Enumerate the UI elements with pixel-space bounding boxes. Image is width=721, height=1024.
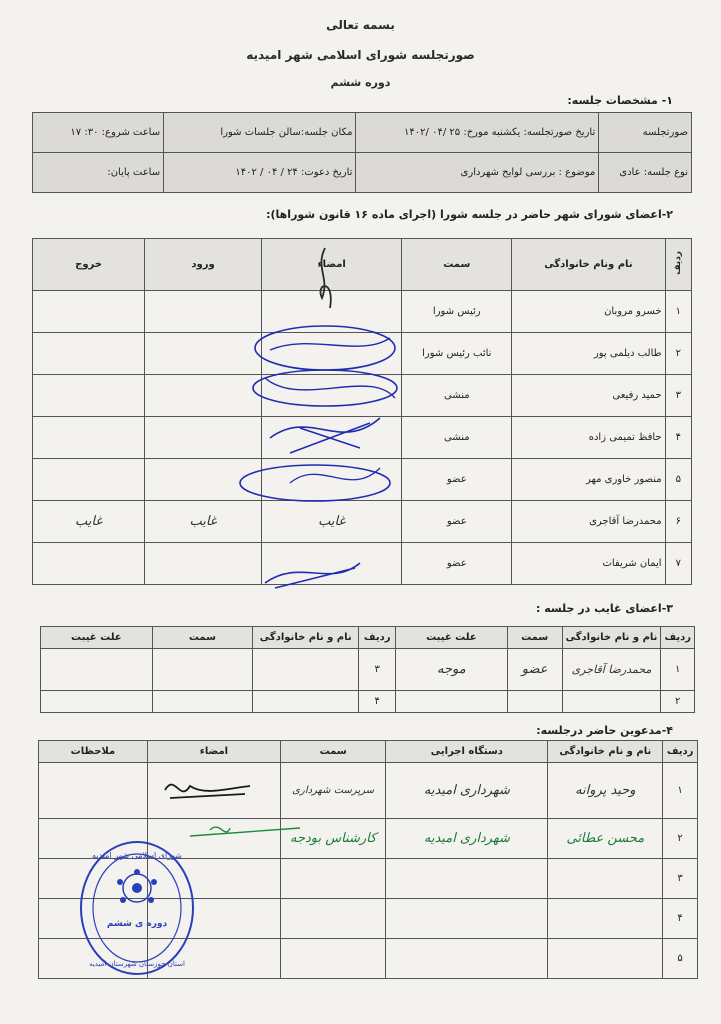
member-role: عضو	[402, 543, 512, 585]
absent-name: محمدرضا آقاجری	[562, 649, 661, 691]
section2-title: ۲-اعضای شورای شهر حاضر در جلسه شورا (اجرای ماده ۱۶ قانون شوراها):	[266, 208, 673, 221]
meeting-topic: موضوع : بررسی لوایح شهرداری	[356, 153, 599, 193]
invitees-table: ردیف نام و نام خانوادگی دستگاه اجرایی سمت امضاء ملاحظات ۱ وحید پروانه شهرداری امیدیه سرپرست شهرداری ۲ محسن عطائی شهرداری امیدیه کارشناس بودجه ۳ ۴ ۵	[38, 740, 698, 979]
invitee-name: محسن عطائی	[548, 819, 663, 859]
header-term: دوره ششم	[330, 76, 391, 89]
member-name: خسرو مروبان	[512, 291, 665, 333]
table-row: ۱ وحید پروانه شهرداری امیدیه سرپرست شهرداری	[39, 763, 698, 819]
table-row: ۲ طالب دیلمی پور نائب رئیس شورا	[33, 333, 692, 375]
invitee-name: وحید پروانه	[548, 763, 663, 819]
member-role: عضو	[402, 501, 512, 543]
table-row: ۶ محمدرضا آقاجری عضو غایب غایب غایب	[33, 501, 692, 543]
minutes-date: تاریخ صورتجلسه: یکشنبه مورخ: ۲۵ /۰۴ /۱۴۰۲	[356, 113, 599, 153]
meeting-info-table	[32, 112, 692, 193]
col-signature: امضاء	[261, 239, 401, 291]
member-role: منشی	[402, 375, 512, 417]
meeting-place: مکان جلسه:سالن جلسات شورا	[164, 113, 356, 153]
invitee-org: شهرداری امیدیه	[386, 763, 548, 819]
table-row: ۵	[39, 939, 698, 979]
table-row: ۲ محسن عطائی شهرداری امیدیه کارشناس بودجه	[39, 819, 698, 859]
header-bismillah: بسمه تعالی	[326, 18, 395, 32]
invitee-role: کارشناس بودجه	[281, 819, 386, 859]
invitee-role: سرپرست شهرداری	[281, 763, 386, 819]
table-row: ۴ حافظ تمیمی زاده منشی	[33, 417, 692, 459]
invite-date: تاریخ دعوت: ۲۴ / ۰۴ / ۱۴۰۲	[164, 153, 356, 193]
absent-mark: غایب	[33, 501, 145, 543]
member-name: ایمان شریفات	[512, 543, 665, 585]
header-title: صورتجلسه شورای اسلامی شهر امیدیه	[246, 48, 475, 62]
member-role: عضو	[402, 459, 512, 501]
absent-mark: غایب	[261, 501, 401, 543]
invitee-org: شهرداری امیدیه	[386, 819, 548, 859]
stamp-mid-text: دوره ی ششم	[106, 919, 168, 929]
table-row: ۱ خسرو مروبان رئیس شورا	[33, 291, 692, 333]
table-row: ۱ محمدرضا آقاجری عضو موجه ۳	[41, 649, 695, 691]
member-role: رئیس شورا	[402, 291, 512, 333]
section4-title: ۴-مدعوین حاضر درجلسه:	[536, 724, 673, 737]
member-name: حمید رفیعی	[512, 375, 665, 417]
member-name: طالب دیلمی پور	[512, 333, 665, 375]
stamp-bottom-text: استان خوزستان شهرستان امیدیه	[89, 960, 185, 968]
member-name: حافظ تمیمی زاده	[512, 417, 665, 459]
members-table	[32, 238, 692, 585]
col-exit: خروج	[33, 239, 145, 291]
meeting-type: نوع جلسه: عادی	[599, 153, 692, 193]
absent-role: عضو	[507, 649, 562, 691]
table-row: ۴	[39, 899, 698, 939]
col-name: نام ونام خانوادگی	[512, 239, 665, 291]
table-row: ۲ ۴	[41, 691, 695, 713]
member-role: نائب رئیس شورا	[402, 333, 512, 375]
section3-title: ۳-اعضای غایب در جلسه :	[535, 602, 673, 615]
absent-reason: موجه	[396, 649, 508, 691]
end-time: ساعت پایان:	[33, 153, 164, 193]
table-row: ۳ حمید رفیعی منشی	[33, 375, 692, 417]
absent-members-table: ردیف نام و نام خانوادگی سمت علت غیبت ردیف نام و نام خانوادگی سمت علت غیبت ۱ محمدرضا آقاجری عضو موجه ۳ ۲ ۴	[40, 626, 695, 713]
col-row: ردیف	[665, 239, 691, 291]
table-row: ۵ منصور خاوری مهر عضو	[33, 459, 692, 501]
member-name: منصور خاوری مهر	[512, 459, 665, 501]
col-role: سمت	[402, 239, 512, 291]
member-name: محمدرضا آقاجری	[512, 501, 665, 543]
stamp-top-text: شورای اسلامی شهر امیدیه	[92, 851, 182, 860]
minutes-label: صورتجلسه	[599, 113, 692, 153]
member-role: منشی	[402, 417, 512, 459]
table-row: ۳	[39, 859, 698, 899]
absent-mark: غایب	[145, 501, 262, 543]
council-stamp	[78, 838, 196, 978]
section1-title: ۱- مشخصات جلسه:	[567, 94, 673, 107]
table-row: ۷ ایمان شریفات عضو	[33, 543, 692, 585]
start-time: ساعت شروع: ۳۰: ۱۷	[33, 113, 164, 153]
col-entry: ورود	[145, 239, 262, 291]
